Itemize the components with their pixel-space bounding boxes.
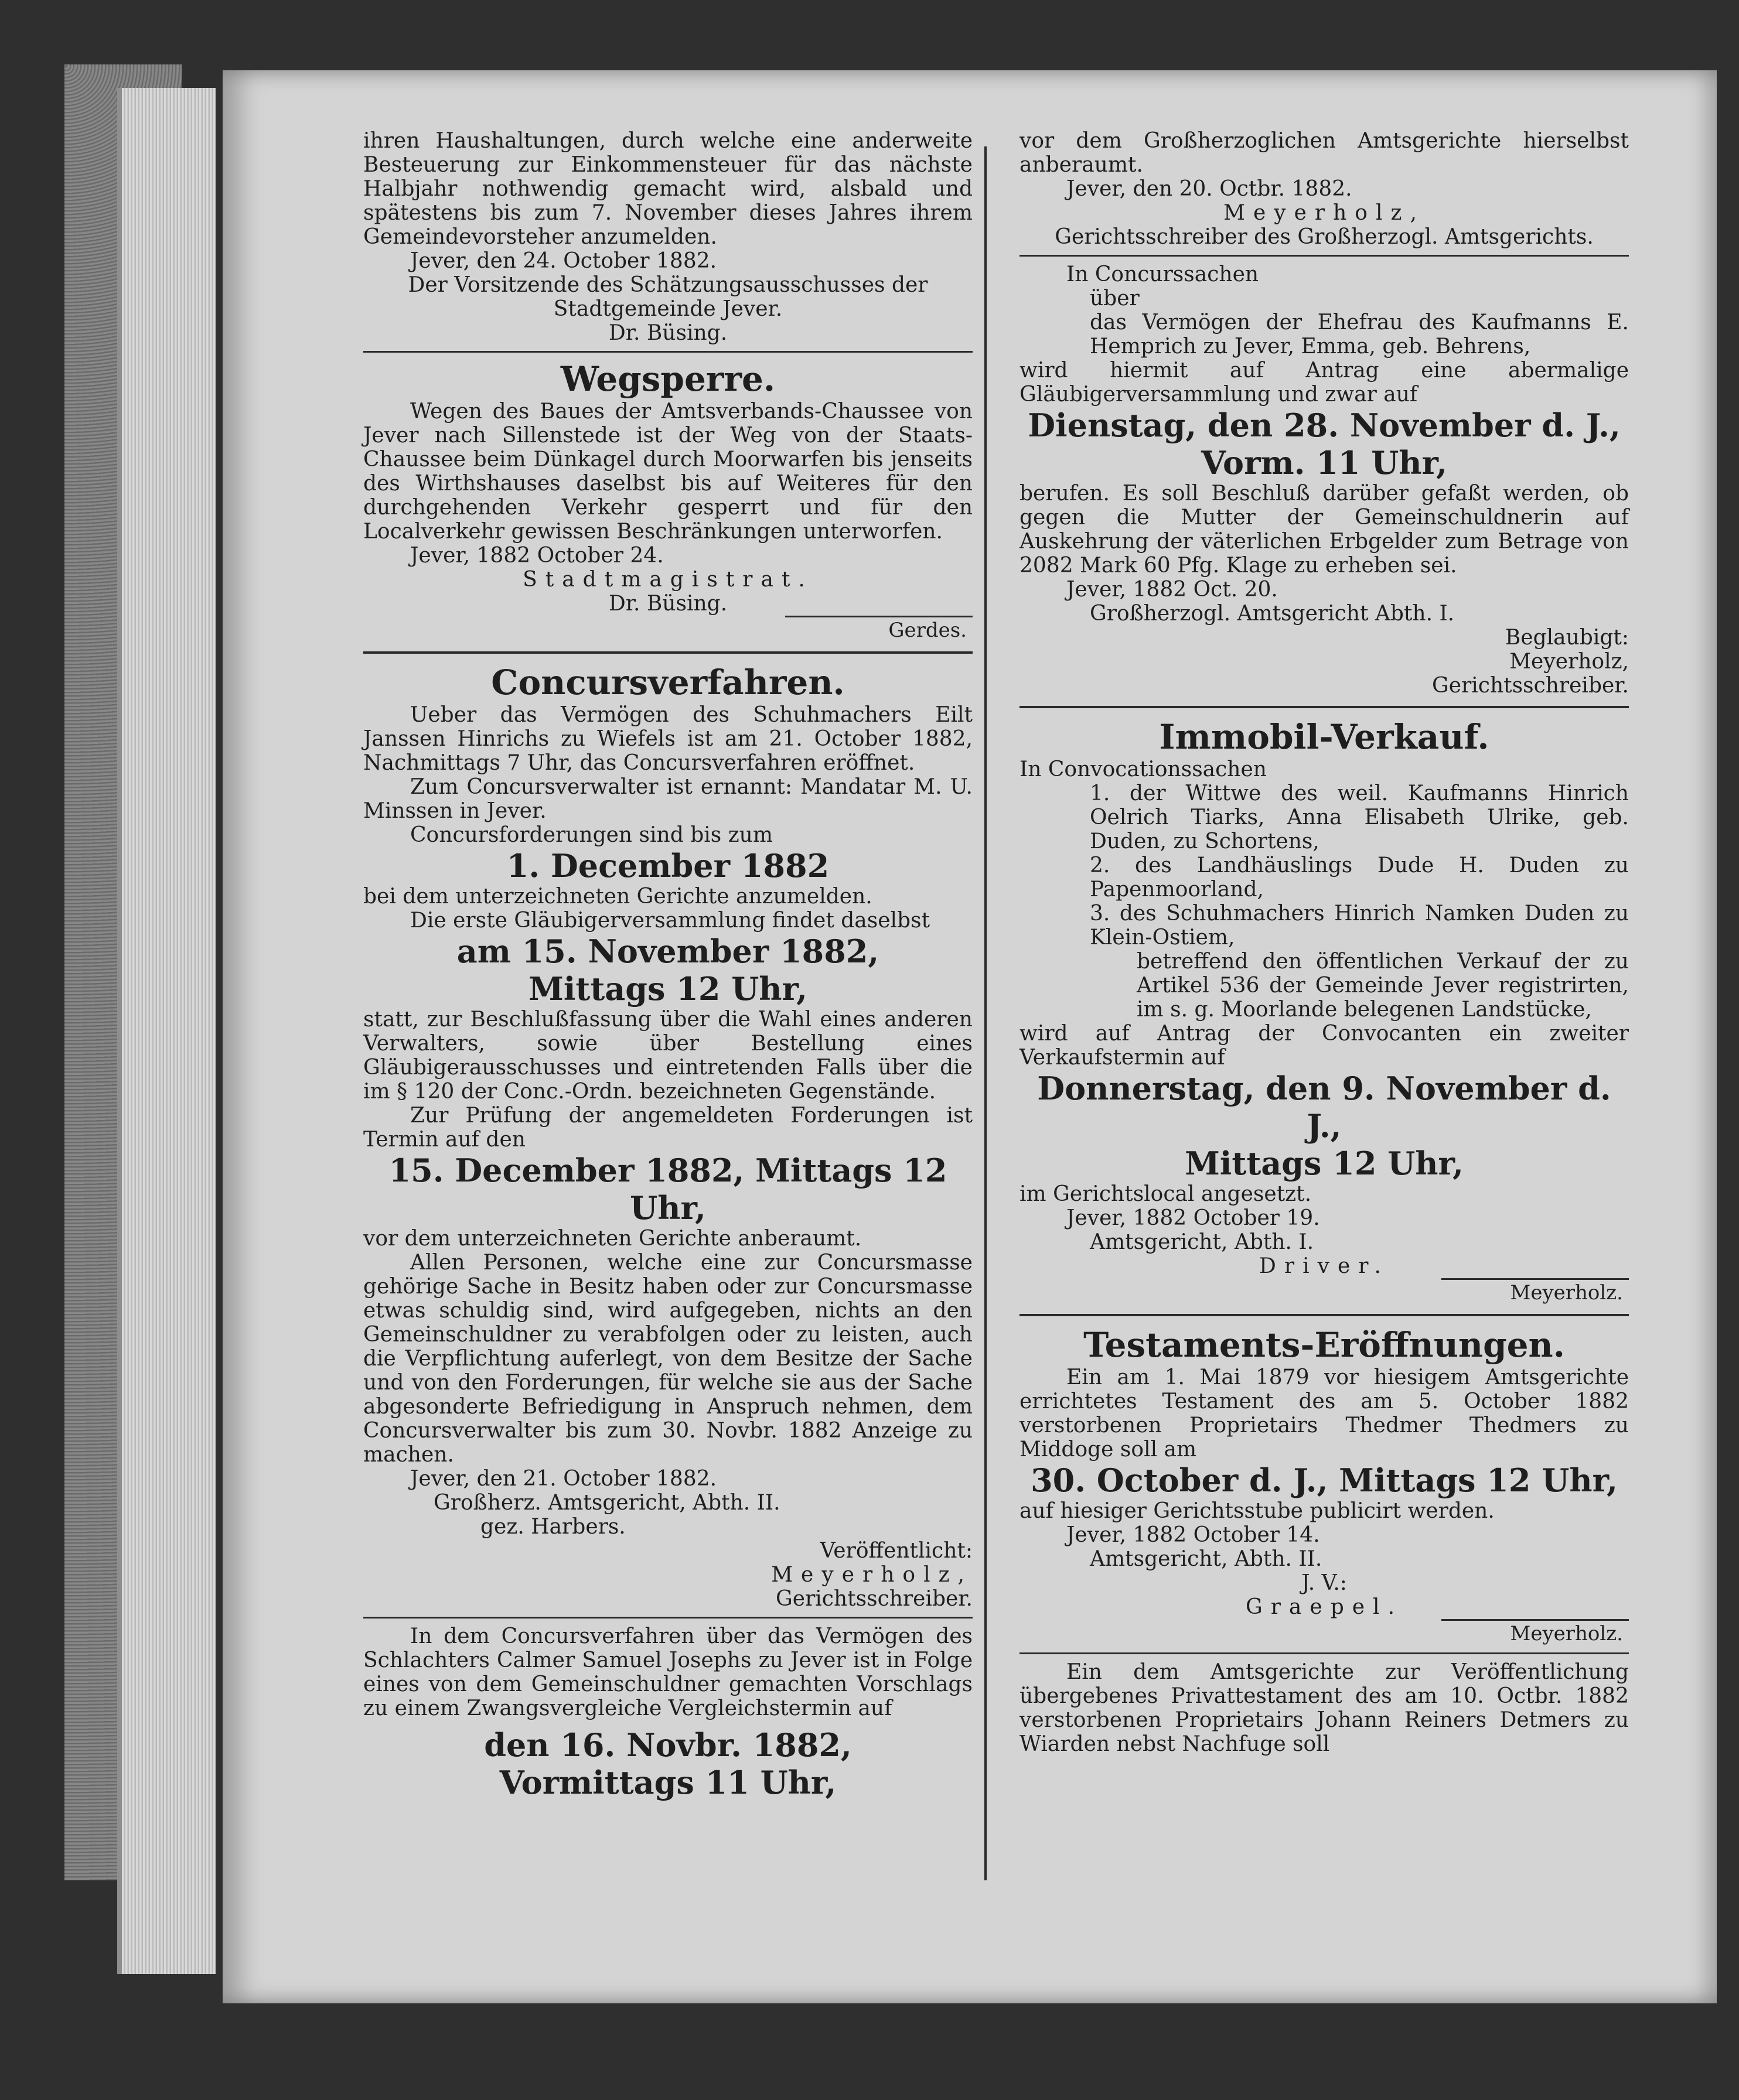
signature-box bbox=[1019, 1278, 1629, 1306]
notice-signature: Stadtgemeinde Jever. bbox=[553, 297, 783, 321]
notice-text: vor dem Großherzoglichen Amtsgerichte hierselbst anberaumt. bbox=[1019, 129, 1629, 177]
date-highlight: Vormittags 11 Uhr, bbox=[499, 1764, 837, 1801]
notice-date: Jever, den 20. Octbr. 1882. bbox=[1066, 177, 1352, 201]
list-item: 2. des Landhäuslings Dude H. Duden zu Papenmoorland, bbox=[1090, 853, 1629, 902]
column-divider bbox=[984, 146, 987, 1880]
notice-signature: Beglaubigt: bbox=[1505, 626, 1629, 650]
notice-date: Jever, 1882 October 19. bbox=[1066, 1206, 1320, 1230]
date-highlight: 15. December 1882, Mittags 12 Uhr, bbox=[388, 1152, 947, 1227]
section-rule bbox=[363, 351, 973, 353]
notice-signature: Der Vorsitzende des Schätzungsausschusses der bbox=[408, 273, 928, 297]
notice-text: Ueber das Vermögen des Schuhmachers Eilt Janssen Hinrichs zu Wiefels ist am 21. October 1882, Nachmittags 7 Uhr, das Concursverfahren eröffnet. bbox=[363, 703, 973, 775]
notice-signature: Driver. bbox=[1259, 1254, 1389, 1278]
notice-signature: Meyerholz, bbox=[1509, 650, 1629, 674]
section-title: Testaments-Eröffnungen. bbox=[1083, 1325, 1565, 1365]
notice-text: Die erste Gläubigerversammlung findet daselbst bbox=[410, 909, 930, 933]
notice-text: im Gerichtslocal angesetzt. bbox=[1019, 1182, 1312, 1206]
notice-text: betreffend den öffentlichen Verkauf der zu Artikel 536 der Gemeinde Jever registrirten, im s. g. Moorlande belegenen Landstücke, bbox=[1137, 950, 1629, 1022]
section-title: Immobil-Verkauf. bbox=[1159, 717, 1489, 757]
notice-text: bei dem unterzeichneten Gerichte anzumelden. bbox=[363, 885, 872, 909]
notice-text: In dem Concursverfahren über das Vermögen des Schlachters Calmer Samuel Josephs zu Jever ist in Folge eines von dem Gemeinschuldner gemachten Vorschlags zu einem Zwangsvergleiche Vergleichstermin auf bbox=[363, 1624, 973, 1720]
notice-text: In Convocationssachen bbox=[1019, 757, 1267, 781]
notice-signature: Meyerholz. bbox=[1441, 1619, 1629, 1647]
left-column bbox=[363, 129, 973, 1801]
notice-signature: Dr. Büsing. bbox=[608, 592, 728, 616]
section-rule bbox=[1019, 255, 1629, 257]
notice-text: das Vermögen der Ehefrau des Kaufmanns E. Hemprich zu Jever, Emma, geb. Behrens, bbox=[1090, 310, 1629, 358]
date-highlight: 1. December 1882 bbox=[506, 847, 830, 885]
notice-text: Concursforderungen sind bis zum bbox=[410, 823, 773, 847]
newspaper-page bbox=[223, 70, 1717, 2003]
section-title: Wegsperre. bbox=[560, 359, 776, 399]
section-rule bbox=[363, 1617, 973, 1618]
notice-signature: J. V.: bbox=[1301, 1571, 1347, 1595]
notice-signature: Dr. Büsing. bbox=[608, 321, 728, 345]
notice-text: Ein dem Amtsgerichte zur Veröffentlichung übergebenes Privattestament des am 10. Octbr. 1882 verstorbenen Proprietairs Johann Reiners Detmers zu Wiarden nebst Nachfuge soll bbox=[1019, 1660, 1629, 1756]
notice-signature: Veröffentlicht: bbox=[820, 1539, 973, 1563]
list-item: 3. des Schuhmachers Hinrich Namken Duden zu Klein-Ostiem, bbox=[1090, 902, 1629, 950]
notice-signature: Meyerholz, bbox=[771, 1563, 973, 1587]
notice-signature: Großherzogl. Amtsgericht Abth. I. bbox=[1090, 602, 1455, 626]
notice-text: wird auf Antrag der Convocanten ein zweiter Verkaufstermin auf bbox=[1019, 1022, 1629, 1070]
notice-date: Jever, 1882 Oct. 20. bbox=[1066, 578, 1278, 602]
page-stack-edge bbox=[117, 88, 216, 1974]
notice-date: Jever, 1882 October 24. bbox=[410, 544, 664, 568]
notice-signature: Gerichtsschreiber. bbox=[1432, 674, 1629, 698]
notice-signature: Meyerholz. bbox=[1441, 1278, 1629, 1306]
notice-text: In Concurssachen bbox=[1066, 262, 1259, 286]
right-column bbox=[1019, 129, 1629, 1756]
notice-date: Jever, 1882 October 14. bbox=[1066, 1523, 1320, 1547]
notice-text: Allen Personen, welche eine zur Concursmasse gehörige Sache in Besitz haben oder zur Concursmasse etwas schuldig sind, wird aufgegeben, nichts an den Gemeinschuldner zu verabfolgen oder zu leisten, auch die Verpflichtung auferlegt, von dem Besitze der Sache und von den Forderungen, für welche sie aus der Sache abgesonderte Befriedigung in Anspruch nehmen, dem Concursverwalter bis zum 30. Novbr. 1882 Anzeige zu machen. bbox=[363, 1251, 973, 1467]
date-highlight: Mittags 12 Uhr, bbox=[1185, 1145, 1464, 1182]
date-highlight: 30. October d. J., Mittags 12 Uhr, bbox=[1031, 1462, 1618, 1499]
date-highlight: am 15. November 1882, bbox=[456, 933, 879, 970]
notice-date: Jever, den 21. October 1882. bbox=[410, 1467, 717, 1491]
notice-text: auf hiesiger Gerichtsstube publicirt werden. bbox=[1019, 1499, 1495, 1523]
signature-box bbox=[1019, 1619, 1629, 1647]
notice-signature: Großherz. Amtsgericht, Abth. II. bbox=[434, 1491, 780, 1515]
section-rule bbox=[1019, 1652, 1629, 1654]
notice-signature: Graepel. bbox=[1245, 1595, 1403, 1619]
notice-text: Wegen des Baues der Amtsverbands-Chaussee von Jever nach Sillenstede ist der Weg von der Staats-Chaussee beim Dünkagel durch Moorwarfen bis jenseits des Wirthshauses daselbst bis auf Weiteres für den durchgehenden Verkehr gesperrt und für den Localverkehr gewissen Beschränkungen unterworfen. bbox=[363, 399, 973, 544]
date-highlight: Vorm. 11 Uhr, bbox=[1201, 444, 1447, 482]
notice-signature: Meyerholz, bbox=[1223, 201, 1425, 225]
notice-signature: Amtsgericht, Abth. I. bbox=[1090, 1230, 1314, 1254]
notice-text: Zur Prüfung der angemeldeten Forderungen ist Termin auf den bbox=[363, 1104, 973, 1152]
notice-signature: Gerichtsschreiber des Großherzogl. Amtsgerichts. bbox=[1055, 225, 1594, 249]
notice-text: über bbox=[1090, 286, 1140, 310]
notice-signature: Stadtmagistrat. bbox=[523, 568, 813, 592]
section-title: Concursverfahren. bbox=[491, 663, 845, 702]
date-highlight: den 16. Novbr. 1882, bbox=[484, 1726, 852, 1764]
notice-text: ihren Haushaltungen, durch welche eine anderweite Besteuerung zur Einkommensteuer für das nächste Halbjahr nothwendig gemacht wird, alsbald und spätestens bis zum 7. November dieses Jahres ihrem Gemeindevorsteher anzumelden. bbox=[363, 129, 973, 249]
signature-box bbox=[363, 616, 973, 643]
list-item: 1. der Wittwe des weil. Kaufmanns Hinrich Oelrich Tiarks, Anna Elisabeth Ulrike, geb. Duden, zu Schortens, bbox=[1090, 781, 1629, 853]
notice-signature: Amtsgericht, Abth. II. bbox=[1090, 1547, 1322, 1571]
notice-signature: gez. Harbers. bbox=[480, 1515, 626, 1539]
notice-text: berufen. Es soll Beschluß darüber gefaßt werden, ob gegen die Mutter der Gemeinschuldnerin auf Auskehrung der väterlichen Erbgelder zum Betrage von 2082 Mark 60 Pfg. Klage zu erheben sei. bbox=[1019, 482, 1629, 578]
date-highlight: Dienstag, den 28. November d. J., bbox=[1028, 407, 1621, 444]
section-rule bbox=[1019, 706, 1629, 708]
notice-text: Zum Concursverwalter ist ernannt: Mandatar M. U. Minssen in Jever. bbox=[363, 775, 973, 823]
notice-text: vor dem unterzeichneten Gerichte anberaumt. bbox=[363, 1227, 862, 1251]
notice-date: Jever, den 24. October 1882. bbox=[410, 249, 717, 273]
date-highlight: Donnerstag, den 9. November d. J., bbox=[1037, 1070, 1611, 1145]
section-rule bbox=[363, 651, 973, 654]
notice-signature: Gerdes. bbox=[785, 616, 973, 643]
notice-text: statt, zur Beschlußfassung über die Wahl eines anderen Verwalters, sowie über Bestellung eines Gläubigerausschusses und eintretenden Falls über die im § 120 der Conc.-Ordn. bezeichneten Gegenstände. bbox=[363, 1008, 973, 1104]
section-rule bbox=[1019, 1314, 1629, 1316]
notice-text: Ein am 1. Mai 1879 vor hiesigem Amtsgerichte errichtetes Testament des am 5. October 1882 verstorbenen Proprietairs Thedmer Thedmers zu Middoge soll am bbox=[1019, 1365, 1629, 1462]
date-highlight: Mittags 12 Uhr, bbox=[528, 970, 807, 1008]
notice-signature: Gerichtsschreiber. bbox=[776, 1587, 973, 1611]
notice-text: wird hiermit auf Antrag eine abermalige Gläubigerversammlung und zwar auf bbox=[1019, 358, 1629, 407]
